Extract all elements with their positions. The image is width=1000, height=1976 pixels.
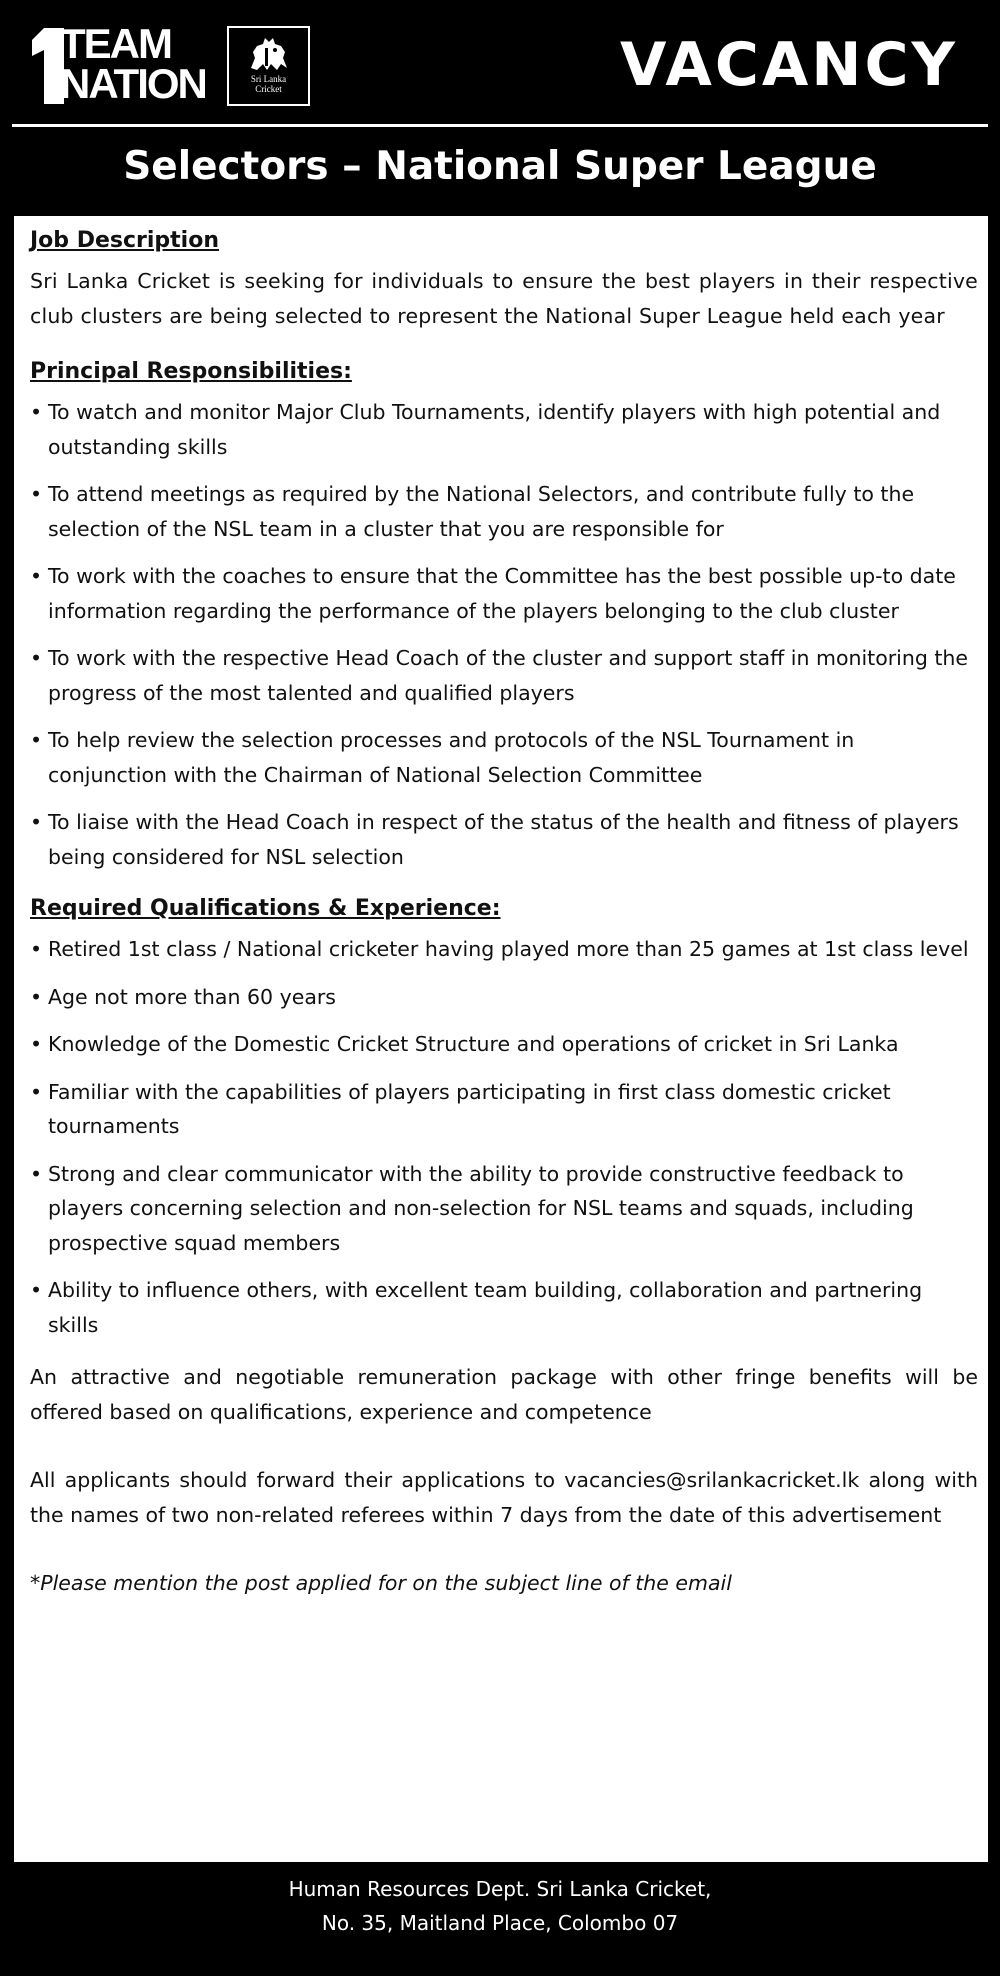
list-item xyxy=(30,477,978,546)
list-item-text: To watch and monitor Major Club Tournaments, identify players with high potential and outstanding skills xyxy=(48,400,941,459)
list-item xyxy=(30,932,978,967)
numeral-one-icon xyxy=(30,28,64,104)
list-item-text: To attend meetings as required by the National Selectors, and contribute fully to the selection of the NSL team in a cluster that you are responsible for xyxy=(48,482,915,541)
job-description-text: Sri Lanka Cricket is seeking for individuals to ensure the best players in their respective club clusters are being selected to represent the National Super League held each year xyxy=(30,269,978,328)
logo-line-team: TEAM xyxy=(60,20,171,67)
footer-line-department: Human Resources Dept. Sri Lanka Cricket, xyxy=(288,1877,712,1901)
bullet-icon: • xyxy=(30,984,43,1009)
list-item xyxy=(30,395,978,464)
position-title: Selectors – National Super League xyxy=(123,144,877,189)
bullet-icon: • xyxy=(30,400,43,424)
list-item-text: Knowledge of the Domestic Cricket Structure and operations of cricket in Sri Lanka xyxy=(48,1032,899,1056)
vacancy-title: VACANCY xyxy=(620,30,958,100)
remuneration-text: An attractive and negotiable remuneration package with other fringe benefits will be offered based on qualifications, experience and competence xyxy=(30,1365,978,1424)
list-item-text: To work with the coaches to ensure that the Committee has the best possible up-to date information regarding the performance of the players belonging to the club cluster xyxy=(48,564,956,623)
list-item xyxy=(30,723,978,792)
list-item-text: Strong and clear communicator with the ability to provide constructive feedback to players concerning selection and non-selection for NSL teams and squads, including prospective squad members xyxy=(48,1161,914,1255)
logo-wordmark xyxy=(60,20,206,107)
header-divider xyxy=(12,124,988,127)
list-item xyxy=(30,1075,978,1144)
content-panel xyxy=(14,216,988,1862)
bullet-icon: • xyxy=(30,728,43,752)
list-item-text: Age not more than 60 years xyxy=(48,984,336,1009)
list-item-text: To work with the respective Head Coach of the cluster and support staff in monitoring the progress of the most talented and qualified players xyxy=(48,646,969,705)
responsibilities-list xyxy=(30,395,978,874)
bullet-icon: • xyxy=(30,1079,43,1104)
bullet-icon: • xyxy=(30,646,43,670)
bullet-icon: • xyxy=(30,1278,43,1302)
subject-line-note: *Please mention the post applied for on the subject line of the email xyxy=(30,1571,732,1595)
footer-line-address: No. 35, Maitland Place, Colombo 07 xyxy=(321,1911,679,1935)
list-item-text: Retired 1st class / National cricketer having played more than 25 games at 1st class level xyxy=(48,937,969,961)
application-text: All applicants should forward their applications to vacancies@srilankacricket.lk along with the names of two non-related referees within 7 days from the date of this advertisement xyxy=(30,1468,978,1527)
poster-header xyxy=(0,0,1000,122)
list-item-text: Familiar with the capabilities of players participating in first class domestic cricket tournaments xyxy=(48,1079,891,1138)
qualifications-heading: Required Qualifications & Experience: xyxy=(30,896,501,921)
lion-crest-icon xyxy=(245,34,293,74)
team-nation-logo xyxy=(30,20,320,110)
list-item xyxy=(30,1027,978,1062)
list-item-text: Ability to influence others, with excellent team building, collaboration and partnering skills xyxy=(48,1278,923,1337)
sri-lanka-cricket-crest xyxy=(227,26,310,106)
list-item xyxy=(30,641,978,710)
job-description-heading: Job Description xyxy=(30,228,219,253)
responsibilities-heading: Principal Responsibilities: xyxy=(30,359,352,384)
list-item-text: To help review the selection processes and protocols of the NSL Tournament in conjunction with the Chairman of National Selection Committee xyxy=(48,728,855,787)
list-item xyxy=(30,559,978,628)
list-item xyxy=(30,805,978,874)
bullet-icon: • xyxy=(30,937,43,961)
bullet-icon: • xyxy=(30,564,43,588)
bullet-icon: • xyxy=(30,482,43,506)
crest-caption-line1: Sri Lanka xyxy=(250,74,287,84)
bullet-icon: • xyxy=(30,1032,43,1056)
list-item xyxy=(30,1273,978,1342)
crest-caption-line2: Cricket xyxy=(255,84,282,94)
qualifications-list xyxy=(30,932,978,1342)
bullet-icon: • xyxy=(30,1161,43,1186)
list-item xyxy=(30,1157,978,1261)
list-item xyxy=(30,980,978,1015)
footer-address xyxy=(0,1872,1000,1940)
list-item-text: To liaise with the Head Coach in respect of the status of the health and fitness of players being considered for NSL selection xyxy=(48,810,959,869)
bullet-icon: • xyxy=(30,810,43,834)
logo-line-nation: NATION xyxy=(60,60,206,107)
